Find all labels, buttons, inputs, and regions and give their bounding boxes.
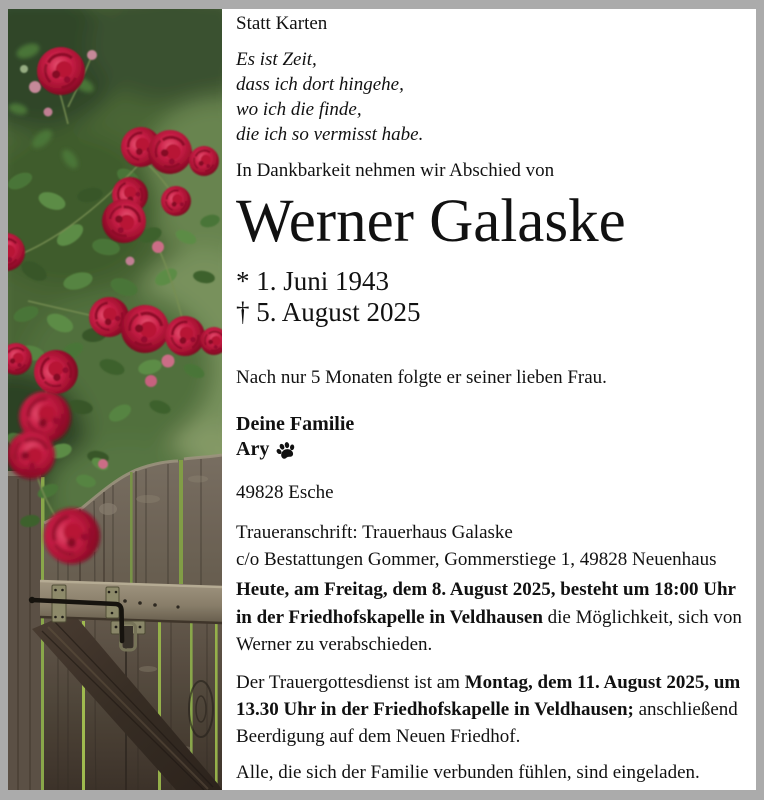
paw-icon	[275, 440, 297, 462]
poem-line-4: die ich so vermisst habe.	[236, 124, 424, 145]
place-line: 49828 Esche	[236, 482, 334, 503]
intro-line: In Dankbarkeit nehmen wir Abschied von	[236, 160, 555, 181]
poem	[236, 47, 742, 147]
family-label: Deine Familie	[236, 413, 355, 435]
mourning-address	[236, 519, 742, 573]
after-note: Nach nur 5 Monaten folgte er seiner lieben Frau.	[236, 367, 607, 388]
death-date: † 5. August 2025	[236, 297, 421, 327]
family-signature	[236, 412, 742, 462]
deceased-name: Werner Galaske	[236, 188, 626, 255]
poem-line-3: wo ich die finde,	[236, 99, 362, 120]
birth-date: * 1. Juni 1943	[236, 266, 390, 296]
memorial-photo	[8, 9, 222, 790]
life-dates	[236, 266, 742, 328]
notice-card	[8, 9, 756, 790]
pet-name: Ary	[236, 438, 270, 460]
notice-text	[222, 9, 756, 790]
service-info: Der Trauergottesdienst ist am Montag, dem 11. August 2025, um 13.30 Uhr in der Friedhofskapelle in Veldhausen; anschließend Beerdigung auf dem Neuen Friedhof.	[236, 672, 741, 747]
roses-gate-photo	[8, 9, 222, 790]
viewing-info: Heute, am Freitag, dem 8. August 2025, besteht um 18:00 Uhr in der Friedhofskapelle in Veldhausen die Möglichkeit, sich von Werner zu verabschieden.	[236, 579, 742, 655]
address-line-1: Traueranschrift: Trauerhaus Galaske	[236, 522, 513, 543]
poem-line-2: dass ich dort hingehe,	[236, 74, 404, 95]
address-line-2: c/o Bestattungen Gommer, Gommerstiege 1, 49828 Neuenhaus	[236, 549, 717, 570]
closing-line: Alle, die sich der Familie verbunden fühlen, sind eingeladen.	[236, 762, 700, 783]
pre-line: Statt Karten	[236, 13, 328, 34]
pet-row	[236, 437, 742, 462]
poem-line-1: Es ist Zeit,	[236, 49, 317, 70]
